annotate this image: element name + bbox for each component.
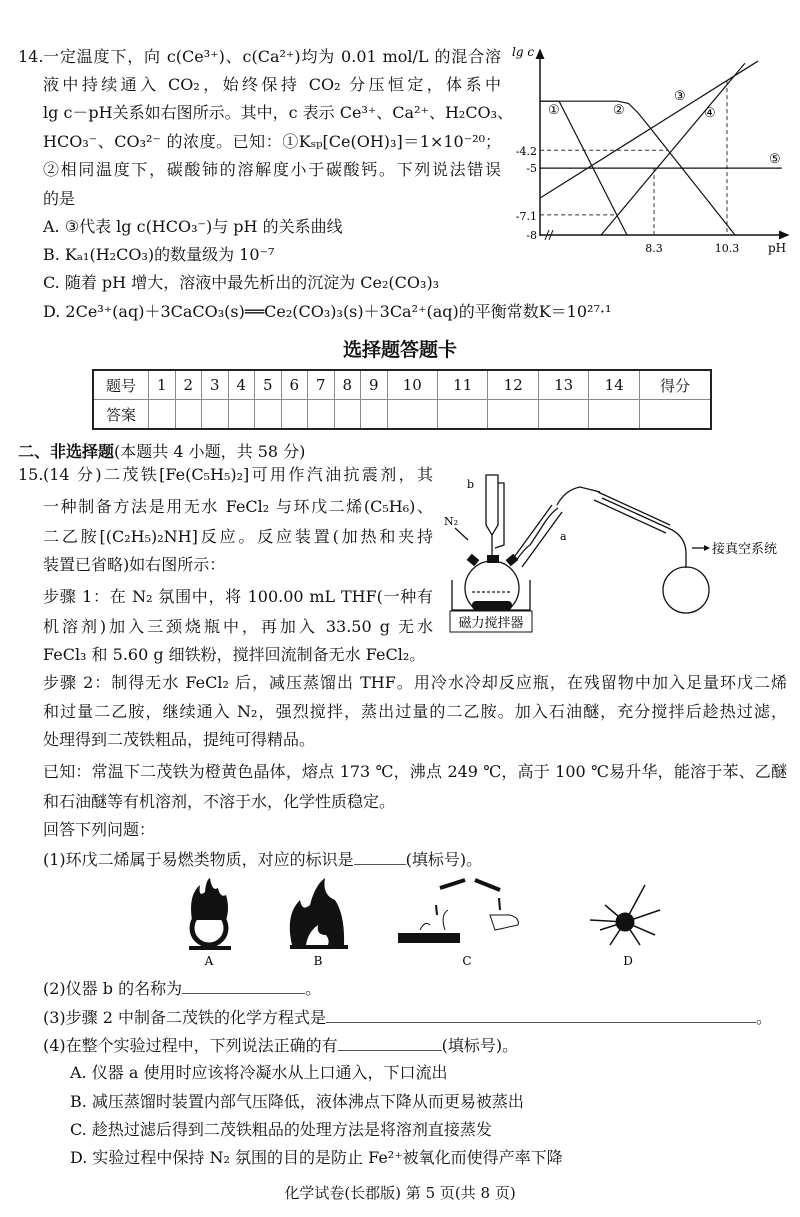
score-label: 得分 [640,370,712,400]
x-tick-label: 8.3 [645,242,663,255]
sub-question-3 [43,1006,772,1026]
question-number-cell: 12 [488,370,538,400]
question-14-option-c: C. 随着 pH 增大，溶液中最先析出的沉淀为 Ce₂(CO₃)₃ [43,273,440,292]
question-14-line: 液中持续通入 CO₂，始终保持 CO₂ 分压恒定，体系中 [43,75,501,94]
question-number-cell: 13 [538,370,588,400]
question-14-line: lg c－pH关系如右图所示。其中，c 表示 Ce³⁺、Ca²⁺、H₂CO₃、 [43,103,514,122]
x-axis-label: pH [768,241,787,255]
sub-question-2-text: (2)仪器 b 的名称为 [43,979,183,998]
answer-cell[interactable] [149,400,176,430]
hazard-label-a: A [204,954,214,968]
section-2-note: (本题共 4 小题，共 58 分) [114,442,306,461]
lgc-ph-figure [500,30,800,265]
question-14-option-d: D. 2Ce³⁺(aq)＋3CaCO₃(s)══Ce₂(CO₃)₃(s)＋3Ca²⁺(aq)的平衡常数K＝10²⁷·¹ [43,302,612,321]
question-15-option-d: D. 实验过程中保持 N₂ 氛围的目的是防止 Fe²⁺被氧化而使得产率下降 [70,1148,563,1167]
question-15-line: 一种制备方法是用无水 FeCl₂ 与环戊二烯(C₅H₆)、 [43,497,433,516]
sub-question-4-text: (4)在整个实验过程中，下列说法正确的有 [43,1036,338,1055]
question-15-line: 步骤 2：制得无水 FeCl₂ 后，减压蒸馏出 THF。用冷水冷却反应瓶，在残留物中加入足量环戊二烯 [43,673,787,692]
question-15-line: 机溶剂)加入三颈烧瓶中，再加入 33.50 g 无水 [43,617,433,636]
answer-blank-2[interactable] [182,977,305,994]
answer-cell[interactable] [437,400,487,430]
question-14-line: ②相同温度下，碳酸铈的溶解度小于碳酸钙。下列说法错误 [43,160,501,179]
answer-cell[interactable] [255,400,282,430]
answer-cell[interactable] [281,400,308,430]
answer-cell[interactable] [361,400,388,430]
answer-cell[interactable] [202,400,229,430]
question-14-line: 的是 [43,189,76,208]
answer-card-number-row [93,370,711,400]
stirrer-label: 磁力搅拌器 [458,616,524,631]
reflux-condenser-a [512,505,562,567]
x-tick-label: 10.3 [714,242,740,255]
answer-card-table [92,369,712,430]
question-15-line: (14 分)二茂铁[Fe(C₅H₅)₂]可用作汽油抗震剂，其 [43,465,433,484]
apparatus-diagram [430,460,800,640]
question-15-line: 处理得到二茂铁粗品，提纯可得精品。 [43,730,316,749]
y-tick-label: -7.1 [515,210,537,223]
hazard-symbols [180,875,680,970]
sub-question-4-suffix: (填标号)。 [441,1036,519,1055]
y-axis-label: lg c [512,45,535,59]
question-15-number: 15. [18,465,44,484]
curve-4 [601,63,745,235]
answer-cell[interactable] [538,400,588,430]
question-15-option-c: C. 趁热过滤后得到二茂铁粗品的处理方法是将溶剂直接蒸发 [70,1120,492,1139]
hazard-label-c: C [462,954,472,968]
answer-card-answer-row [93,400,711,430]
question-14-line: 一定温度下，向 c(Ce³⁺)、c(Ca²⁺)均为 0.01 mol/L 的混合溶 [43,47,501,66]
answer-cell[interactable] [228,400,255,430]
label-n2: N₂ [444,515,459,528]
question-15-option-a: A. 仪器 a 使用时应该将冷凝水从上口通入，下口流出 [70,1063,448,1082]
question-15-line: 和过量二乙胺，继续通入 N₂，强烈搅拌，蒸出过量的二乙胺。加入石油醚，充分搅拌后趁热过滤， [43,702,787,721]
hazard-label-b: B [313,954,323,968]
answer-blank-4[interactable] [338,1034,442,1051]
section-2-title: 二、非选择题 [18,442,115,461]
question-number-cell: 9 [361,370,388,400]
explosive-icon [590,885,660,945]
question-15-option-b: B. 减压蒸馏时装置内部气压降低，液体沸点下降从而更易被蒸出 [70,1092,524,1111]
answer-card-title: 选择题答题卡 [342,339,457,361]
sub-question-3-text: (3)步骤 2 中制备二茂铁的化学方程式是 [43,1008,327,1027]
y-tick-label: -8 [526,229,537,242]
y-tick-label: -4.2 [515,145,537,158]
answer-cell[interactable] [589,400,640,430]
question-number-cell: 11 [437,370,487,400]
question-number-cell: 10 [387,370,437,400]
question-number-cell: 7 [308,370,335,400]
answer-row-label: 答案 [93,400,149,430]
question-15-line: FeCl₃ 和 5.60 g 细铁粉，搅拌回流制备无水 FeCl₂。 [43,645,426,664]
sub-question-4 [43,1034,518,1054]
answer-cell[interactable] [175,400,202,430]
question-number-cell: 3 [202,370,229,400]
question-14-option-a: A. ③代表 lg c(HCO₃⁻)与 pH 的关系曲线 [43,217,343,236]
vacuum-label: 接真空系统 [712,542,778,557]
question-number-cell: 1 [149,370,176,400]
question-14-line: HCO₃⁻、CO₃²⁻ 的浓度。已知：①Kₛₚ[Ce(OH)₃]＝1×10⁻²⁰； [43,132,501,151]
distillation-condenser [594,492,670,533]
curve-label-2: ② [613,103,625,118]
label-a: a [560,530,567,543]
question-15-line: 装置已省略)如右图所示： [43,555,226,574]
flammable-icon [290,878,348,949]
question-number-cell: 14 [589,370,640,400]
question-15-line: 已知：常温下二茂铁为橙黄色晶体，熔点 173 ℃，沸点 249 ℃，高于 100 ℃易升华，能溶于苯、乙醚 [43,762,787,781]
answer-cell[interactable] [488,400,538,430]
oxidizer-icon [189,878,231,950]
corrosive-icon [398,880,518,943]
sub-question-2 [43,977,321,997]
question-number-cell: 4 [228,370,255,400]
curve-label-5: ⑤ [769,152,781,167]
question-number-cell: 8 [334,370,361,400]
section-2-heading [18,442,305,462]
sub-question-2-suffix: 。 [305,979,322,998]
page-footer: 化学试卷(长郡版) 第 5 页(共 8 页) [284,1184,516,1202]
question-15-line: 步骤 1：在 N₂ 氛围中，将 100.00 mL THF(一种有 [43,587,433,606]
answer-cell[interactable] [334,400,361,430]
receiving-flask [663,567,709,613]
answer-cell[interactable] [387,400,437,430]
question-number-cell: 5 [255,370,282,400]
curve-label-1: ① [548,103,560,118]
question-14-option-b: B. Kₐ₁(H₂CO₃)的数量级为 10⁻⁷ [43,245,275,264]
question-15-line: 和石油醚等有机溶剂，不溶于水，化学性质稳定。 [43,792,396,811]
number-row-label: 题号 [93,370,149,400]
sub-question-1 [43,848,482,868]
label-b: b [467,478,475,491]
score-cell[interactable] [640,400,712,430]
hazard-label-d: D [623,954,633,968]
dropping-funnel-b [486,475,498,535]
sub-question-1-suffix: (填标号)。 [405,850,483,869]
question-15-line: 回答下列问题： [43,820,156,839]
question-14-number: 14. [18,47,44,66]
answer-cell[interactable] [308,400,335,430]
y-tick-label: -5 [526,162,537,175]
answer-blank-3[interactable] [326,1006,756,1023]
sub-question-3-suffix: 。 [756,1008,773,1027]
question-number-cell: 2 [175,370,202,400]
question-number-cell: 6 [281,370,308,400]
question-15-line: 二乙胺[(C₂H₅)₂NH]反应。反应装置(加热和夹持 [43,527,433,546]
answer-blank-1[interactable] [354,848,406,865]
sub-question-1-text: (1)环戊二烯属于易燃类物质，对应的标识是 [43,850,354,869]
curve-label-4: ④ [704,106,716,121]
curve-label-3: ③ [674,89,686,104]
